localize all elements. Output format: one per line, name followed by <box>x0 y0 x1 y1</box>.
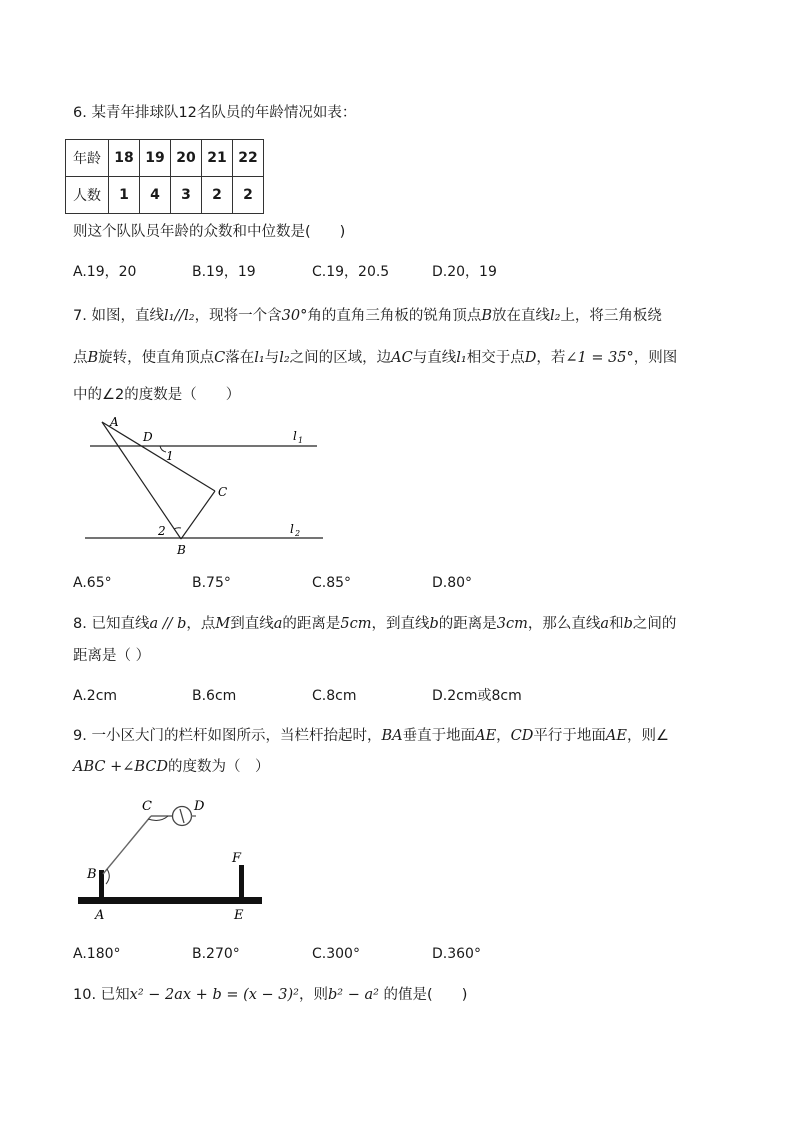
q6-choice-b[interactable]: B.19，19 <box>192 264 256 280</box>
q9-text: ，则∠ <box>626 728 669 744</box>
label-l2-sub: 2 <box>295 529 301 538</box>
q8-text: ，到直线 <box>371 616 430 632</box>
q7-math-D: D <box>524 350 537 366</box>
q7-text: 相交于点 <box>466 350 525 366</box>
q10-text: 已知 <box>100 987 130 1003</box>
q8-math-a: a <box>600 616 610 632</box>
q6-choice-d[interactable]: D.20，19 <box>432 264 497 280</box>
age-cell: 19 <box>140 140 171 177</box>
q7-text: 与直线 <box>412 350 457 366</box>
q7-math-B: B <box>87 350 99 366</box>
q10-number: 10. <box>73 987 97 1003</box>
q7-choice-c[interactable]: C.85° <box>312 575 352 591</box>
age-cell: 21 <box>202 140 233 177</box>
q7-text: 落在 <box>225 350 255 366</box>
ground-bar <box>78 897 262 904</box>
label-l1: l <box>293 429 297 443</box>
q9-text: 垂直于地面 <box>402 728 476 744</box>
q7-math-C: C <box>214 350 226 366</box>
q6-number: 6. <box>73 105 87 121</box>
q9-text: 一小区大门的栏杆如图所示，当栏杆抬起时， <box>91 728 382 744</box>
q8-text: 到直线 <box>230 616 274 632</box>
q9-math-AE: AE <box>475 728 497 744</box>
q8-number: 8. <box>73 616 87 632</box>
q7-math-l1: l₁ <box>254 350 265 366</box>
q7-math-l1: l₁ <box>456 350 467 366</box>
q10-text: ，则 <box>299 987 328 1003</box>
q7-text: ，若 <box>536 350 566 366</box>
q7-text: 上，将三角板绕 <box>560 308 662 324</box>
label-C: C <box>218 485 228 499</box>
q10-math-eq: x² − 2ax + b = (x − 3)² <box>129 987 299 1003</box>
q9-choice-a[interactable]: A.180° <box>73 946 121 962</box>
q9-math-BA: BA <box>381 728 403 744</box>
q9-line1 <box>73 726 669 746</box>
q7-text: ，现将一个含 <box>194 308 282 324</box>
label-B: B <box>87 867 97 882</box>
q10-math-expr: b² − a² <box>328 987 379 1003</box>
count-cell: 2 <box>202 177 233 214</box>
q6-choice-c[interactable]: C.19，20.5 <box>312 264 390 280</box>
q7-math-angle1: ∠1 = 35° <box>565 350 634 366</box>
q7-text: 角的直角三角板的锐角顶点 <box>307 308 482 324</box>
q7-math-AC: AC <box>391 350 413 366</box>
q6-stem-text: 某青年排球队12名队员的年龄情况如表： <box>91 105 357 121</box>
q7-text: 如图，直线 <box>91 308 164 324</box>
q8-choice-d[interactable]: D.2cm或8cm <box>432 688 522 704</box>
count-cell: 3 <box>171 177 202 214</box>
triangle-side-ab <box>102 422 181 539</box>
q9-text: 的度数为（ ） <box>168 759 270 775</box>
q8-math-a: a <box>273 616 283 632</box>
q8-text: ，点 <box>186 616 216 632</box>
q7-number: 7. <box>73 308 87 324</box>
q8-choice-a[interactable]: A.2cm <box>73 688 118 704</box>
q7-text: 之间的区域，边 <box>289 350 392 366</box>
q9-math-AE: AE <box>605 728 627 744</box>
q7-text: ，则图 <box>633 350 678 366</box>
label-A: A <box>95 908 105 923</box>
angle-2-arc <box>174 528 181 529</box>
post-fe <box>239 865 244 898</box>
label-B: B <box>177 543 186 557</box>
age-header: 年龄 <box>66 140 109 177</box>
q10-line <box>73 985 467 1005</box>
q9-choice-d[interactable]: D.360° <box>432 946 481 962</box>
q10-text: 的值是( ) <box>378 987 468 1003</box>
q8-text: 和 <box>609 616 624 632</box>
q7-math-B: B <box>481 308 492 324</box>
angle-b-arc <box>106 869 109 884</box>
q8-math-ab: a // b <box>149 616 187 632</box>
q7-text: 放在直线 <box>491 308 550 324</box>
label-A: A <box>110 415 119 429</box>
count-cell: 4 <box>140 177 171 214</box>
q8-text: 之间的 <box>632 616 677 632</box>
q8-math-b: b <box>429 616 439 632</box>
q7-line3: 中的∠2的度数是（ ） <box>73 387 241 403</box>
q9-number: 9. <box>73 728 87 744</box>
q7-figure <box>80 412 330 562</box>
label-D: D <box>194 799 205 814</box>
q8-math-b: b <box>623 616 633 632</box>
q8-choice-b[interactable]: B.6cm <box>192 688 237 704</box>
label-D: D <box>143 430 153 444</box>
q7-text: 点 <box>73 350 88 366</box>
triangle-side-cb <box>181 491 215 539</box>
q7-math-l2: l₂ <box>279 350 290 366</box>
label-F: F <box>232 851 242 866</box>
q8-text: 的距离是 <box>438 616 497 632</box>
count-cell: 1 <box>109 177 140 214</box>
q7-line2 <box>73 348 677 368</box>
count-row <box>66 177 264 214</box>
q7-math-30: 30° <box>281 308 308 324</box>
q8-text: 已知直线 <box>91 616 150 632</box>
gate-arm <box>103 816 151 874</box>
label-l2: l <box>290 522 294 536</box>
q8-text: ，那么直线 <box>527 616 601 632</box>
label-l1-sub: 1 <box>298 436 304 445</box>
count-cell: 2 <box>233 177 264 214</box>
age-cell: 18 <box>109 140 140 177</box>
q9-figure <box>72 795 272 925</box>
q8-text: 的距离是 <box>282 616 341 632</box>
q7-text: 旋转，使直角顶点 <box>98 350 215 366</box>
q6-question: 则这个队队员年龄的众数和中位数是( ) <box>73 224 346 240</box>
age-row <box>66 140 264 177</box>
q9-choice-c[interactable]: C.300° <box>312 946 360 962</box>
label-C: C <box>142 799 152 814</box>
count-header: 人数 <box>66 177 109 214</box>
q9-text: ， <box>496 728 511 744</box>
q7-math-l2: l₂ <box>549 308 561 324</box>
q8-choice-c[interactable]: C.8cm <box>312 688 357 704</box>
q6-choice-a[interactable]: A.19，20 <box>73 264 137 280</box>
q9-math-angles: ABC +∠BCD <box>73 759 169 775</box>
q8-math-3cm: 3cm <box>496 616 528 632</box>
triangle-side-ac <box>102 422 215 491</box>
label-E: E <box>234 908 244 923</box>
q9-text: 平行于地面 <box>533 728 606 744</box>
age-cell: 22 <box>233 140 264 177</box>
label-2: 2 <box>158 524 166 538</box>
q8-math-5cm: 5cm <box>340 616 372 632</box>
q6-stem <box>73 103 356 123</box>
q8-line2: 距离是（ ） <box>73 648 151 664</box>
q8-line1 <box>73 614 676 634</box>
q7-line1 <box>73 306 662 326</box>
q7-choice-b[interactable]: B.75° <box>192 575 231 591</box>
q8-math-M: M <box>215 616 231 632</box>
q9-choice-b[interactable]: B.270° <box>192 946 240 962</box>
q7-text: 与 <box>264 350 280 366</box>
q7-choice-a[interactable]: A.65° <box>73 575 112 591</box>
age-table <box>65 139 264 214</box>
q9-math-CD: CD <box>510 728 534 744</box>
q7-math-l1l2: l₁//l₂ <box>163 308 195 324</box>
q9-line2 <box>73 757 270 777</box>
label-1: 1 <box>166 449 174 463</box>
age-cell: 20 <box>171 140 202 177</box>
q7-choice-d[interactable]: D.80° <box>432 575 473 591</box>
